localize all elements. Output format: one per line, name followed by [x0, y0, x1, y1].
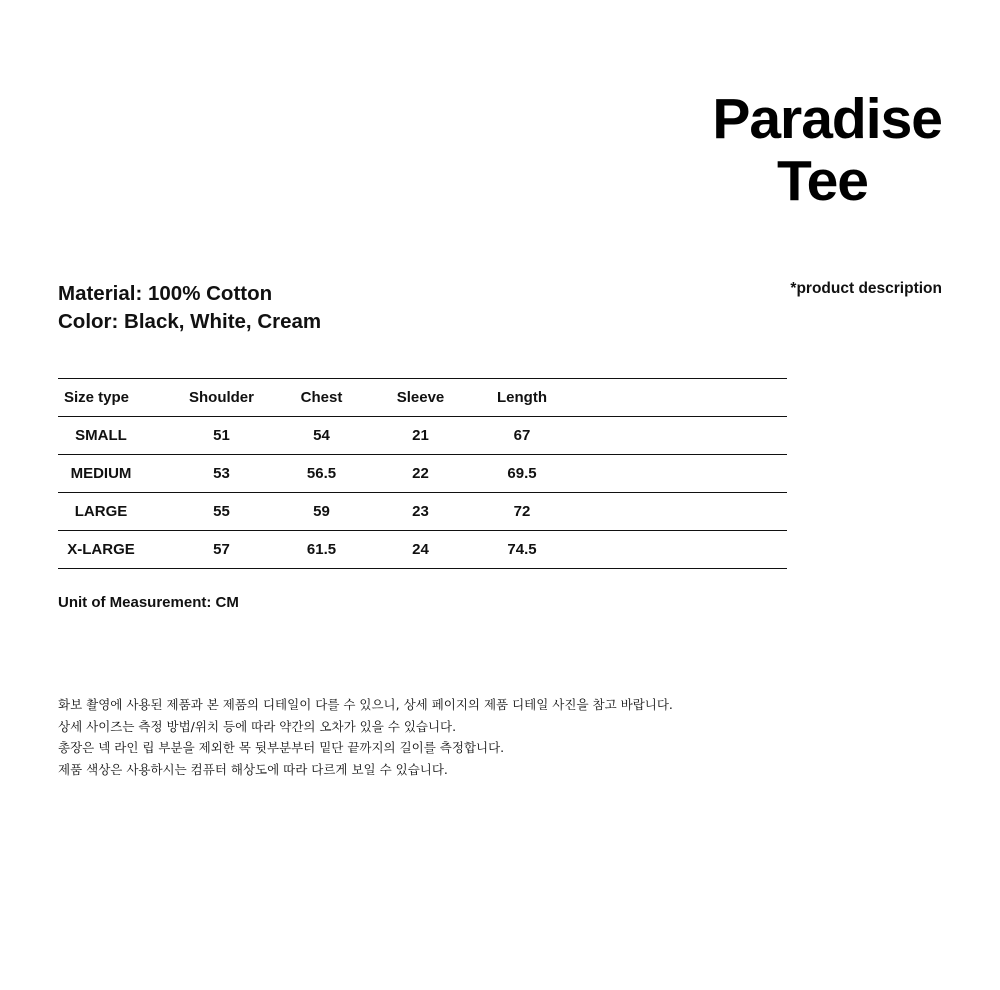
cell-chest: 56.5 — [306, 465, 337, 482]
cell-chest: 61.5 — [306, 541, 337, 558]
table-row — [58, 493, 787, 531]
header-chest: Chest — [300, 389, 343, 406]
product-title-line-2: Tee — [777, 149, 868, 213]
table-row — [58, 417, 787, 455]
header-length: Length — [497, 389, 547, 406]
header-sleeve: Sleeve — [396, 389, 445, 406]
cell-shoulder: 57 — [213, 541, 230, 558]
header-empty — [547, 379, 787, 417]
cell-size: SMALL — [75, 427, 127, 444]
note-line: 제품 색상은 사용하시는 컴퓨터 해상도에 따라 다르게 보일 수 있습니다. — [58, 762, 448, 778]
measurement-unit: Unit of Measurement: CM — [58, 594, 239, 611]
cell-empty — [547, 493, 787, 531]
cell-length: 67 — [513, 427, 531, 444]
cell-length: 74.5 — [507, 541, 537, 558]
note-line: 총장은 넥 라인 립 부분을 제외한 목 뒷부분부터 밑단 끝까지의 길이를 측정합니다. — [58, 740, 505, 756]
cell-shoulder: 53 — [213, 465, 230, 482]
product-title-line-1: Paradise — [712, 87, 942, 151]
cell-size: X-LARGE — [67, 541, 135, 558]
cell-chest: 54 — [313, 427, 330, 444]
material-text: Material: 100% Cotton — [58, 282, 273, 305]
cell-length: 69.5 — [507, 465, 537, 482]
cell-shoulder: 51 — [213, 427, 230, 444]
product-specs — [58, 280, 321, 336]
cell-empty — [547, 531, 787, 569]
cell-empty — [547, 455, 787, 493]
product-title — [542, 88, 942, 212]
table-row — [58, 531, 787, 569]
cell-chest: 59 — [313, 503, 330, 520]
header-size-type: Size type — [64, 389, 130, 406]
product-description-note: *product description — [790, 280, 942, 297]
table-row — [58, 455, 787, 493]
cell-sleeve: 21 — [412, 427, 429, 444]
cell-sleeve: 24 — [412, 541, 429, 558]
size-table — [58, 378, 787, 569]
header-shoulder: Shoulder — [188, 389, 254, 406]
cell-size: LARGE — [74, 503, 128, 520]
note-line: 상세 사이즈는 측정 방법/위치 등에 따라 약간의 오차가 있을 수 있습니다. — [58, 718, 457, 734]
cell-length: 72 — [513, 503, 531, 520]
cell-empty — [547, 417, 787, 455]
cell-sleeve: 23 — [412, 503, 429, 520]
note-line: 화보 촬영에 사용된 제품과 본 제품의 디테일이 다를 수 있으니, 상세 페이지의 제품 디테일 사진을 참고 바랍니다. — [58, 697, 673, 712]
cell-shoulder: 55 — [213, 503, 230, 520]
cell-size: MEDIUM — [70, 465, 132, 482]
color-text: Color: Black, White, Cream — [58, 310, 322, 333]
cell-sleeve: 22 — [412, 465, 429, 482]
table-header-row — [58, 379, 787, 417]
notes — [58, 694, 673, 781]
